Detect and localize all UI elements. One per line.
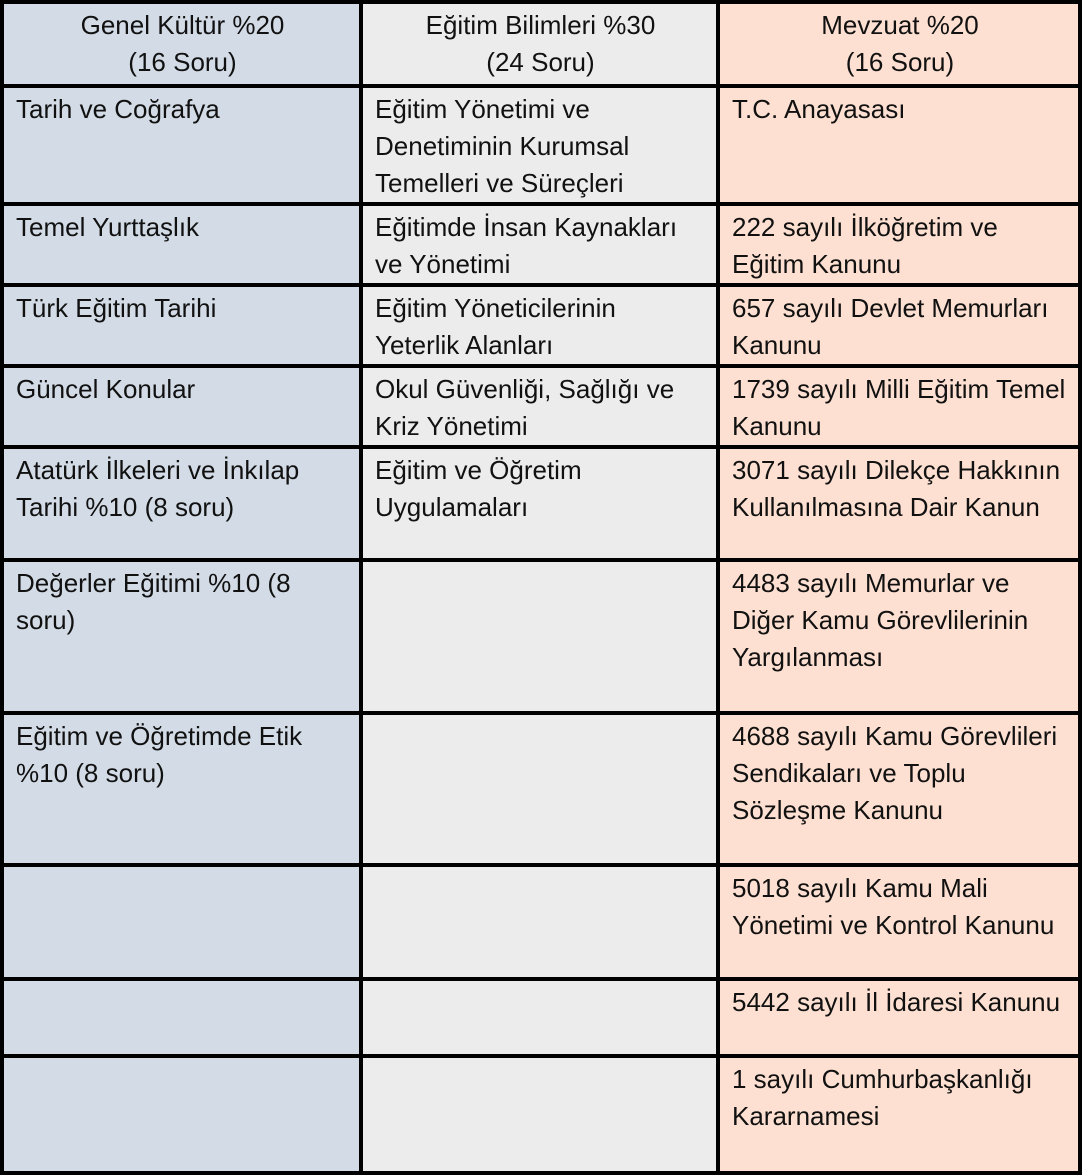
- cell-mevzuat: 1739 sayılı Milli Eğitim Temel Kanunu: [718, 366, 1080, 447]
- cell-genel-kultur: [2, 1056, 361, 1173]
- header-title: Eğitim Bilimleri %30: [425, 10, 656, 40]
- cell-genel-kultur: Güncel Konular: [2, 366, 361, 447]
- header-count: (16 Soru): [128, 47, 237, 77]
- cell-mevzuat: 222 sayılı İlköğretim ve Eğitim Kanunu: [718, 204, 1080, 285]
- cell-mevzuat: 4688 sayılı Kamu Görevlileri Sendikaları ve Toplu Sözleşme Kanunu: [718, 713, 1080, 865]
- header-genel-kultur: [2, 2, 361, 86]
- table-row: [2, 86, 1080, 204]
- header-row: [2, 2, 1080, 86]
- table-row: [2, 285, 1080, 366]
- table-row: [2, 1056, 1080, 1173]
- cell-egitim-bilimleri: Eğitimde İnsan Kaynakları ve Yönetimi: [361, 204, 718, 285]
- cell-genel-kultur: Atatürk İlkeleri ve İnkılap Tarihi %10 (8 soru): [2, 447, 361, 560]
- header-mevzuat: [718, 2, 1080, 86]
- cell-genel-kultur: [2, 979, 361, 1056]
- header-count: (24 Soru): [486, 47, 595, 77]
- cell-egitim-bilimleri: [361, 560, 718, 713]
- cell-egitim-bilimleri: Eğitim ve Öğretim Uygulamaları: [361, 447, 718, 560]
- cell-egitim-bilimleri: Eğitim Yönetimi ve Denetiminin Kurumsal Temelleri ve Süreçleri: [361, 86, 718, 204]
- cell-mevzuat: 657 sayılı Devlet Memurları Kanunu: [718, 285, 1080, 366]
- cell-genel-kultur: Türk Eğitim Tarihi: [2, 285, 361, 366]
- cell-mevzuat: 5018 sayılı Kamu Mali Yönetimi ve Kontrol Kanunu: [718, 865, 1080, 979]
- cell-mevzuat: 5442 sayılı İl İdaresi Kanunu: [718, 979, 1080, 1056]
- table-row: [2, 979, 1080, 1056]
- cell-mevzuat: 4483 sayılı Memurlar ve Diğer Kamu Görevlilerinin Yargılanması: [718, 560, 1080, 713]
- cell-genel-kultur: Eğitim ve Öğretimde Etik %10 (8 soru): [2, 713, 361, 865]
- cell-egitim-bilimleri: [361, 865, 718, 979]
- table-row: [2, 560, 1080, 713]
- cell-mevzuat: T.C. Anayasası: [718, 86, 1080, 204]
- cell-genel-kultur: Temel Yurttaşlık: [2, 204, 361, 285]
- table-row: [2, 865, 1080, 979]
- table-row: [2, 204, 1080, 285]
- table-row: [2, 447, 1080, 560]
- table-row: [2, 713, 1080, 865]
- cell-genel-kultur: Tarih ve Coğrafya: [2, 86, 361, 204]
- cell-egitim-bilimleri: [361, 979, 718, 1056]
- header-title: Genel Kültür %20: [80, 10, 285, 40]
- header-egitim-bilimleri: [361, 2, 718, 86]
- cell-egitim-bilimleri: [361, 1056, 718, 1173]
- cell-egitim-bilimleri: Okul Güvenliği, Sağlığı ve Kriz Yönetimi: [361, 366, 718, 447]
- cell-mevzuat: 3071 sayılı Dilekçe Hakkının Kullanılmasına Dair Kanun: [718, 447, 1080, 560]
- cell-genel-kultur: [2, 865, 361, 979]
- cell-mevzuat: 1 sayılı Cumhurbaşkanlığı Kararnamesi: [718, 1056, 1080, 1173]
- table-row: [2, 366, 1080, 447]
- header-title: Mevzuat %20: [821, 10, 979, 40]
- cell-egitim-bilimleri: [361, 713, 718, 865]
- header-count: (16 Soru): [845, 47, 955, 77]
- cell-egitim-bilimleri: Eğitim Yöneticilerinin Yeterlik Alanları: [361, 285, 718, 366]
- cell-genel-kultur: Değerler Eğitimi %10 (8 soru): [2, 560, 361, 713]
